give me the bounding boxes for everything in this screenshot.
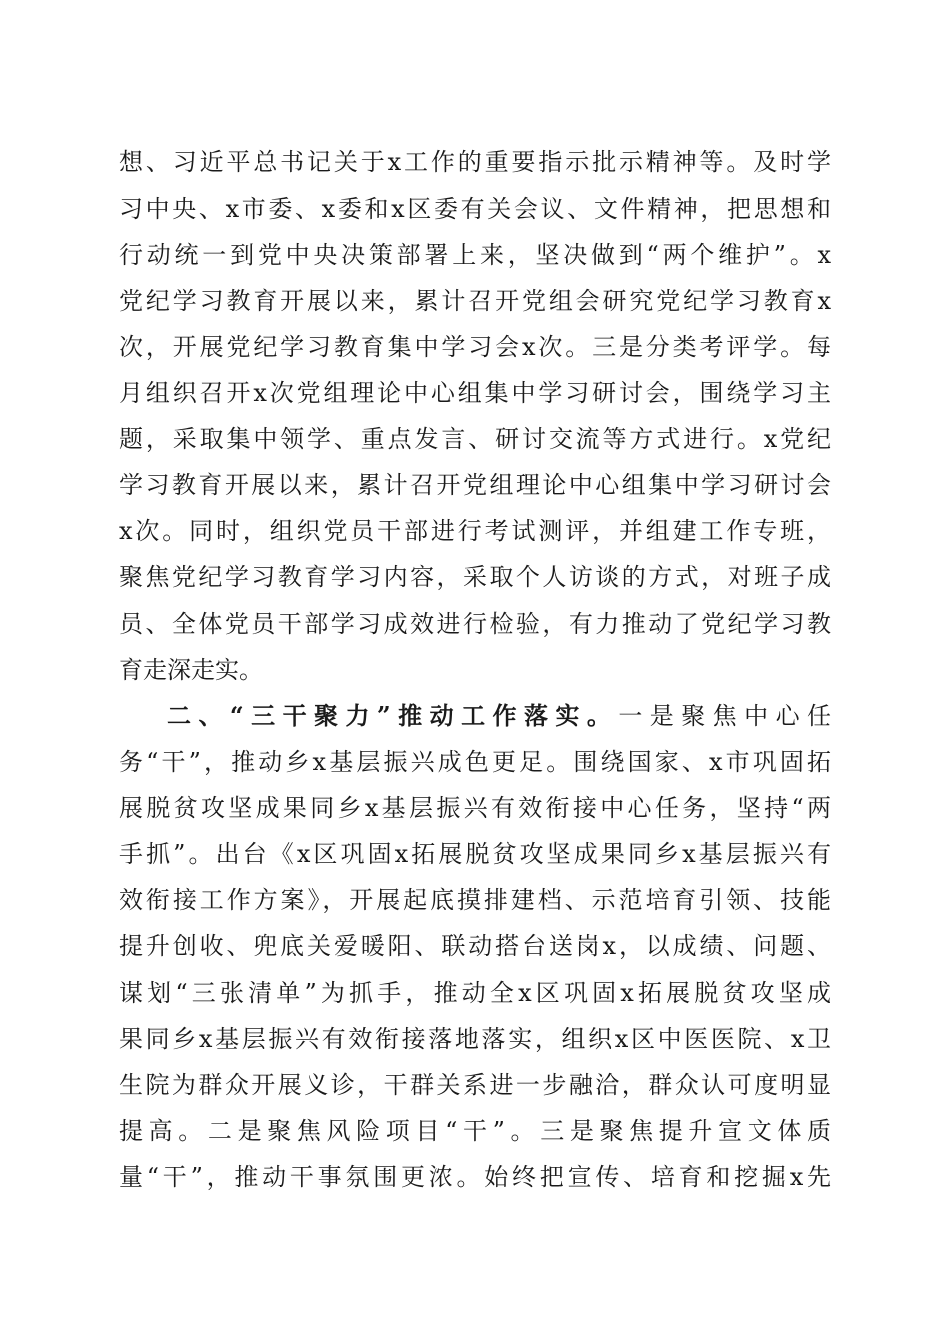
text-line: 手抓”。出台《x区巩固x拓展脱贫攻坚成果同乡x基层振兴有 bbox=[119, 840, 831, 868]
text-line: 量“干”，推动干事氛围更浓。始终把宣传、培育和挖掘x先 bbox=[119, 1163, 831, 1191]
text-line: 行动统一到党中央决策部署上来，坚决做到“两个维护”。x bbox=[119, 241, 831, 269]
text-line: 想、习近平总书记关于x工作的重要指示批示精神等。及时学 bbox=[119, 148, 831, 176]
text-line: 育走深走实。 bbox=[119, 656, 263, 684]
section-heading-line bbox=[167, 696, 831, 736]
text-line: 务“干”，推动乡x基层振兴成色更足。围绕国家、x市巩固拓 bbox=[119, 748, 831, 776]
text-line: 学习教育开展以来，累计召开党组理论中心组集中学习研讨会 bbox=[119, 471, 831, 499]
text-span: 一是聚焦中心任 bbox=[618, 702, 832, 730]
text-line: 效衔接工作方案》，开展起底摸排建档、示范培育引领、技能 bbox=[119, 886, 831, 914]
text-line: 果同乡x基层振兴有效衔接落地落实，组织x区中医医院、x卫 bbox=[119, 1025, 831, 1053]
text-line: 习中央、x市委、x委和x区委有关会议、文件精神，把思想和 bbox=[119, 195, 831, 223]
section-heading: 二、“三干聚力”推动工作落实。 bbox=[167, 701, 619, 730]
text-line: 谋划“三张清单”为抓手，推动全x区巩固x拓展脱贫攻坚成 bbox=[119, 979, 831, 1007]
text-line: x次。同时，组织党员干部进行考试测评，并组建工作专班， bbox=[119, 517, 831, 545]
text-line: 党纪学习教育开展以来，累计召开党组会研究党纪学习教育x bbox=[119, 287, 831, 315]
text-line: 月组织召开x次党组理论中心组集中学习研讨会，围绕学习主 bbox=[119, 379, 831, 407]
text-line: 生院为群众开展义诊，干群关系进一步融洽，群众认可度明显 bbox=[119, 1071, 831, 1099]
text-line: 聚焦党纪学习教育学习内容，采取个人访谈的方式，对班子成 bbox=[119, 563, 831, 591]
text-line: 题，采取集中领学、重点发言、研讨交流等方式进行。x党纪 bbox=[119, 425, 831, 453]
text-line: 展脱贫攻坚成果同乡x基层振兴有效衔接中心任务，坚持“两 bbox=[119, 794, 831, 822]
text-line: 提高。二是聚焦风险项目“干”。三是聚焦提升宣文体质 bbox=[119, 1117, 831, 1145]
text-line: 次，开展党纪学习教育集中学习会x次。三是分类考评学。每 bbox=[119, 333, 831, 361]
text-line: 员、全体党员干部学习成效进行检验，有力推动了党纪学习教 bbox=[119, 610, 831, 638]
text-line: 提升创收、兜底关爱暖阳、联动搭台送岗x，以成绩、问题、 bbox=[119, 932, 831, 960]
